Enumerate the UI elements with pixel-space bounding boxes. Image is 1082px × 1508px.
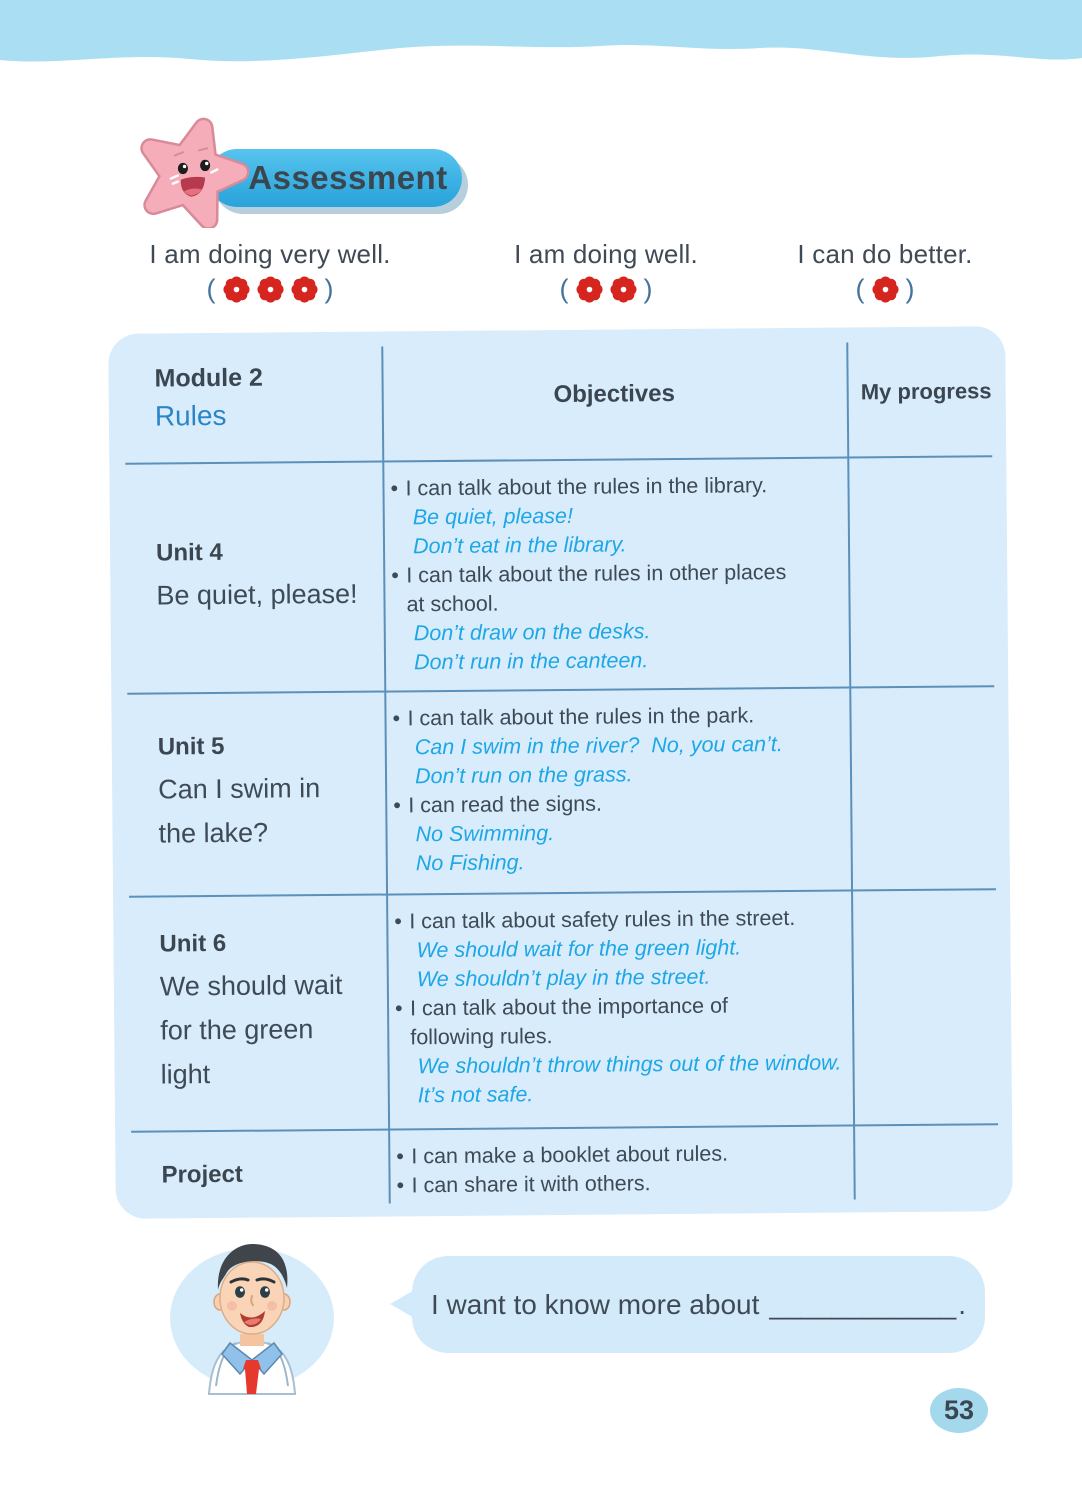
objective-bullet: • I can talk about the rules in the park. [392, 701, 841, 734]
unit-name: Project [161, 1160, 243, 1188]
rating-better [735, 239, 1035, 303]
speech-period: . [958, 1288, 967, 1320]
bullet-icon: • [393, 793, 401, 818]
unit-cell [113, 895, 388, 1132]
objective-example: No Swimming. [415, 821, 555, 847]
table-row-project [115, 1124, 1013, 1219]
objective-bullet: • I can talk about the rules in other places at school. [391, 558, 840, 620]
starfish-icon [124, 112, 258, 228]
paren-open: ( [559, 274, 569, 304]
objective-bullet: • I can read the signs. [393, 788, 842, 821]
speech-bubble [412, 1256, 985, 1353]
page-number: 53 [930, 1388, 988, 1433]
paren-close: ) [905, 274, 915, 304]
objective-example: No Fishing. [415, 850, 525, 876]
objective-example: We should wait for the green light. [416, 935, 742, 963]
objective-example: Don’t eat in the library. [412, 532, 627, 559]
speech-prefix: I want to know more about [430, 1288, 760, 1320]
flower-icon [223, 276, 250, 303]
flower-icon [291, 276, 318, 303]
unit-title: Be quiet, please! [156, 578, 358, 611]
rating-label: I am doing well. [514, 239, 698, 269]
flower-icon [610, 276, 637, 303]
objective-bullet: • I can share it with others. [396, 1168, 845, 1201]
rating-flowers [456, 276, 756, 303]
flower-icon [576, 276, 603, 303]
objectives-cell [382, 457, 849, 691]
objective-example: Don’t run in the canteen. [413, 648, 649, 675]
rating-very-well [120, 239, 420, 303]
paren-open: ( [855, 274, 865, 304]
progress-cell[interactable] [851, 889, 1012, 1125]
ratings-legend [0, 239, 1082, 323]
bullet-icon: • [394, 909, 402, 934]
objective-bullet: • I can make a booklet about rules. [396, 1139, 845, 1172]
bullet-icon: • [390, 476, 399, 501]
speech-text [431, 1289, 966, 1321]
module-label: Module 2 [154, 363, 264, 393]
table-row-unit5 [111, 686, 1010, 897]
objective-example: Can I swim in the river? No, you can’t. [414, 732, 783, 760]
objective-example: Don’t run on the grass. [414, 762, 633, 789]
objectives-header: Objectives [553, 379, 676, 409]
assessment-table [108, 326, 1013, 1219]
progress-header: My progress [860, 378, 992, 405]
bullet-icon: • [396, 1173, 405, 1198]
speech-blank[interactable]: ____________ [769, 1288, 957, 1320]
objective-bullet: • I can talk about safety rules in the street. [394, 904, 843, 937]
rating-flowers [120, 276, 420, 303]
progress-cell[interactable] [847, 456, 1008, 687]
objective-bullet: • I can talk about the rules in the library. [390, 471, 839, 504]
bullet-icon: • [396, 1144, 404, 1169]
objective-example: Don’t draw on the desks. [413, 619, 651, 646]
objective-example: We shouldn’t throw things out of the window. [417, 1050, 842, 1079]
table-row-unit4 [109, 456, 1008, 694]
rating-label: I am doing very well. [149, 239, 391, 269]
table-row-unit6 [113, 889, 1012, 1132]
unit-cell [111, 692, 386, 897]
bullet-icon: • [391, 563, 399, 588]
flower-icon [257, 276, 284, 303]
flower-icon [872, 276, 899, 303]
rating-label: I can do better. [797, 239, 973, 269]
progress-cell[interactable] [849, 686, 1010, 890]
table-header [108, 326, 1006, 464]
unit-name: Unit 4 [155, 538, 223, 567]
top-wave-decoration [0, 0, 1082, 78]
objective-example: It’s not safe. [417, 1082, 534, 1108]
rating-flowers [735, 276, 1035, 303]
objectives-cell [386, 890, 853, 1129]
unit-cell [115, 1130, 389, 1219]
objective-bullet: • I can talk about the importance of following rules. [395, 991, 844, 1053]
objective-example: Be quiet, please! [412, 503, 574, 530]
module-title: Rules [154, 399, 227, 432]
rating-well [456, 239, 756, 303]
unit-title: We should wait for the green light [159, 970, 343, 1090]
objective-example: We shouldn’t play in the street. [416, 964, 711, 992]
unit-name: Unit 5 [157, 733, 225, 761]
page-title: Assessment [248, 159, 448, 196]
objectives-cell [388, 1125, 854, 1216]
paren-close: ) [324, 274, 334, 304]
bullet-icon: • [392, 706, 401, 731]
objectives-cell [384, 687, 851, 894]
paren-close: ) [643, 274, 653, 304]
paren-open: ( [206, 274, 216, 304]
unit-name: Unit 6 [159, 930, 227, 958]
bullet-icon: • [394, 996, 403, 1021]
unit-cell [109, 462, 384, 694]
progress-cell[interactable] [853, 1124, 1013, 1212]
boy-avatar [160, 1236, 338, 1396]
unit-title: Can I swim in the lake? [158, 773, 321, 849]
